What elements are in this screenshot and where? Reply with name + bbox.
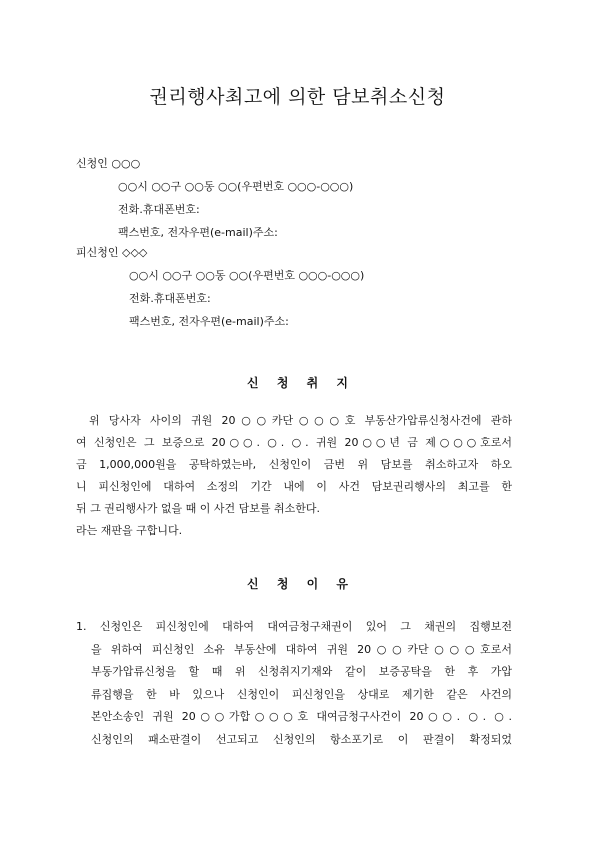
applicant-name: 신청인 ○○○	[76, 157, 141, 170]
purpose-line: 위 당사자 사이의 귀원 20○○카단○○○호 부동산가압류신청사건에 관하	[89, 414, 512, 427]
applicant-address: ○○시 ○○구 ○○동 ○○(우편번호 ○○○-○○○)	[118, 180, 354, 193]
page-title: 권리행사최고에 의한 담보취소신청	[149, 86, 446, 108]
applicant-phone: 전화․휴대폰번호:	[118, 203, 200, 216]
reason-list	[76, 620, 512, 755]
purpose-line: 여 신청인은 그 보증으로 20○○. ○. ○. 귀원 20○○년 금 제○○○호로서	[76, 436, 512, 449]
respondent-fax-email: 팩스번호, 전자우편(e-mail)주소:	[129, 315, 289, 328]
purpose-line: 라는 재판을 구합니다.	[76, 524, 183, 537]
respondent-address: ○○시 ○○구 ○○동 ○○(우편번호 ○○○-○○○)	[129, 269, 365, 282]
reason-line: 본안소송인 귀원 20○○가합○○○호 대여금청구사건이 20○○. ○. ○.	[91, 710, 512, 723]
reason-line: 류집행을 한 바 있으나 신청인이 피신청인을 상대로 제기한 같은 사건의	[91, 687, 512, 701]
purpose-line: 뒤 그 권리행사가 없을 때 이 사건 담보를 취소한다.	[76, 502, 320, 515]
purpose-line: 니 피신청인에 대하여 소정의 기간 내에 이 사건 담보권리행사의 최고를 한	[76, 480, 512, 493]
respondent-name: 피신청인 ◇◇◇	[76, 246, 148, 259]
reason-line: 부동가압류신청을 할 때 위 신청취지기재와 같이 보증공탁을 한 후 가압	[91, 665, 512, 678]
purpose-heading: 신 청 취 지	[247, 376, 348, 390]
reason-heading: 신 청 이 유	[247, 577, 348, 591]
applicant-fax-email: 팩스번호, 전자우편(e-mail)주소:	[118, 226, 278, 239]
reason-line: 을 위하여 피신청인 소유 부동산에 대하여 귀원 20○○카단○○○호로서	[91, 642, 512, 656]
reason-line: 신청인의 패소판결이 선고되고 신청인의 항소포기로 이 판결이 확정되었	[91, 732, 512, 746]
purpose-paragraph	[76, 414, 512, 546]
reason-line: 1. 신청인은 피신청인에 대하여 대여금청구채권이 있어 그 채권의 집행보전	[76, 620, 512, 633]
purpose-line: 금 1,000,000원을 공탁하였는바, 신청인이 금번 위 담보를 취소하고자 하오	[76, 458, 512, 471]
respondent-phone: 전화․휴대폰번호:	[129, 292, 211, 305]
